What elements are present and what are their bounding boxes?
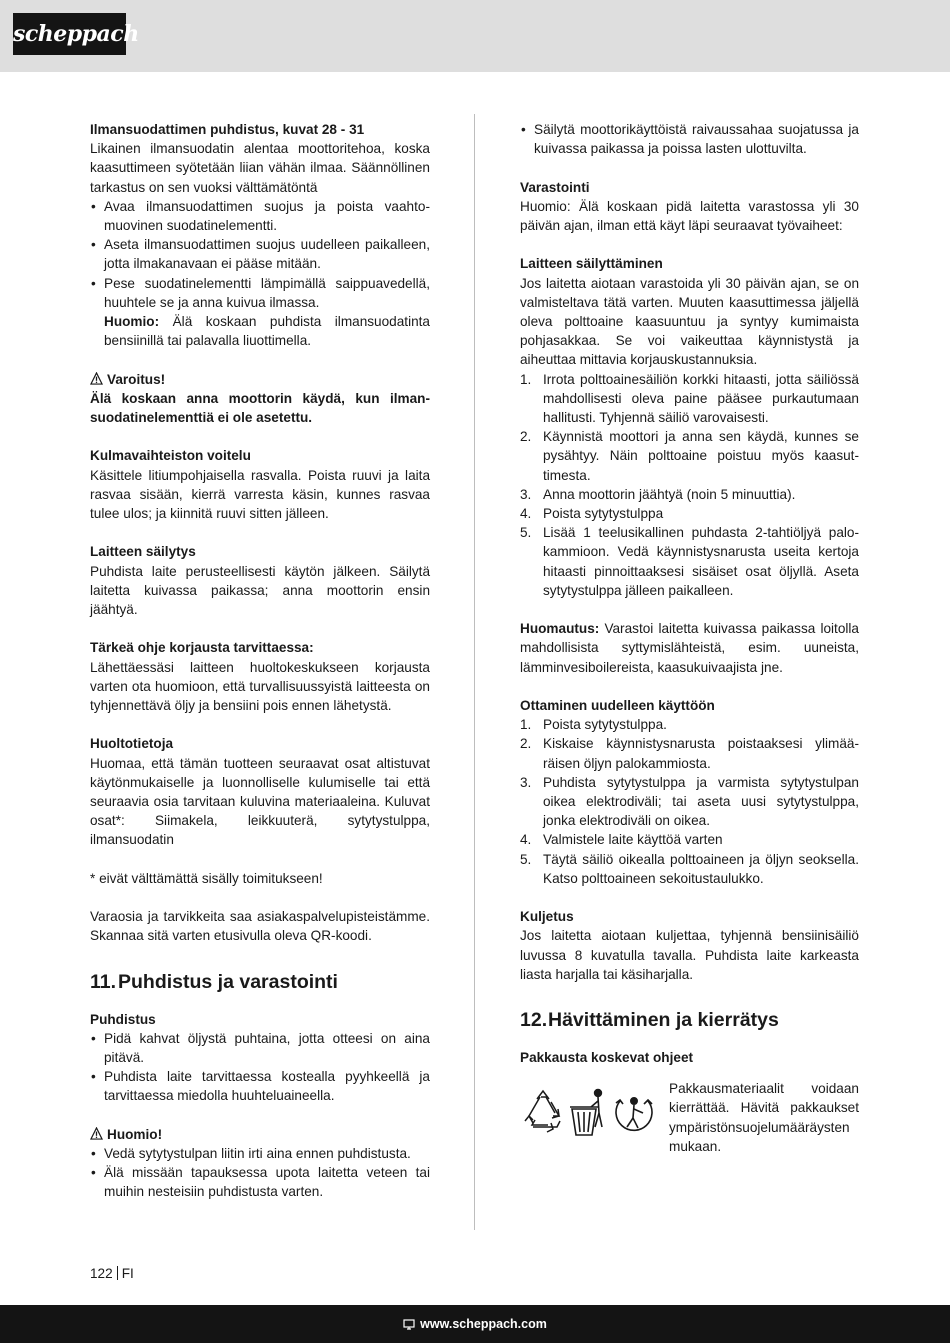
list-item: • Älä missään tapauksessa upota laitetta veteen tai muihin nesteisiin puhdistusta varten.	[90, 1163, 430, 1201]
warning-triangle-icon	[90, 372, 103, 385]
step-number: 5.	[520, 525, 532, 541]
step-text: Valmistele laite käyttöä varten	[543, 832, 723, 848]
step-number: 5.	[520, 851, 532, 867]
remark-body: Varastoi laitetta kuivassa paikassa loitolla mahdollisista syttymislähteistä, esim. uuneista, lämminvesiboilereista, kaasukuivaajista jne.	[520, 621, 859, 675]
chapter-number: 11.	[90, 970, 117, 993]
footer-bar	[0, 1305, 950, 1343]
brand-logo: scheppach	[13, 13, 126, 55]
storage-device-title: Laitteen säilytys	[90, 544, 196, 560]
chapter-11-heading	[90, 970, 430, 994]
transport-block	[520, 907, 859, 984]
storage-device-block	[90, 542, 430, 619]
step-number: 1.	[520, 371, 532, 387]
repair-block	[90, 638, 430, 715]
air-filter-bullets	[90, 197, 430, 312]
step-text: Käynnistä moottori ja anna sen käydä, kunnes se pysähtyy. Näin polttoaine poistuu myös kaasuttimesta.	[543, 429, 859, 483]
chapter-title: Hävittäminen ja kierrätys	[548, 1009, 779, 1032]
list-item	[520, 830, 859, 849]
step-number: 2.	[520, 736, 532, 752]
list-item: • Aseta ilmansuodattimen suojus uudelleen paikalleen, jotta ilmakanavaan ei pääse mitään.	[90, 235, 430, 273]
right-column	[520, 120, 859, 1159]
step-number: 3.	[520, 486, 532, 502]
storage-title: Varastointi	[520, 179, 590, 195]
step-number: 4.	[520, 506, 532, 522]
keeping-block	[520, 254, 859, 600]
list-item	[520, 715, 859, 734]
air-filter-intro: Likainen ilmansuodatin alentaa moottoritehoa, koska kaasuttimeen syötetään liian vähän ilmaa. Säännöllinen tarkastus on sen vuoksi välttämätöntä	[90, 141, 430, 195]
step-text: Anna moottorin jäähtyä (noin 5 minuuttia).	[543, 486, 796, 502]
step-number: 1.	[520, 717, 532, 733]
warning-title-text: Varoitus!	[107, 371, 166, 387]
step-number: 3.	[520, 774, 532, 790]
keeping-text: Jos laitetta aiotaan varastoida yli 30 päivän ajan, se on valmisteltava tätä varten. Muuten kaasuttimessa jäljellä oleva polttoaine kaasuuntuu ja syntyy kumimaista pohjasakkaa. Se voi vaikeuttaa käynnistystä ja aiheuttaa mittavia korjauskustannuksia.	[520, 275, 859, 368]
step-text: Puhdista sytytystulppa ja varmista sytytystulpan oikea elektrodiväli; tai aseta uusi sytytystulppa, jonka elektrodiväli on oikea.	[543, 774, 859, 829]
caution-title-text: Huomio!	[107, 1126, 163, 1142]
page-number	[90, 1264, 134, 1283]
page-lang: FI	[121, 1266, 134, 1281]
recycle-icon	[525, 1091, 560, 1132]
cleaning-bullets	[90, 1029, 430, 1106]
chapter-title: Puhdistus ja varastointi	[118, 970, 338, 993]
bin-icon	[570, 1090, 602, 1135]
recycle-person-icon	[616, 1098, 652, 1131]
restart-steps	[520, 715, 859, 888]
warning-block	[90, 370, 430, 428]
keeping-title: Laitteen säilyttäminen	[520, 256, 663, 272]
storage-block	[520, 178, 859, 236]
monitor-icon	[403, 1319, 415, 1330]
warning-triangle-icon	[90, 1127, 103, 1140]
list-item: • Pese suodatinelementti lämpimällä saippuavedellä, huuhtele se ja anna kuivua ilmassa.	[90, 274, 430, 312]
repair-text: Lähettäessäsi laitteen huoltokeskukseen korjausta varten ota huomioon, että turvallisuussyistä laitteesta on tyhjennettävä öljy ja bensiini pois ennen lähetystä.	[90, 659, 430, 714]
list-item: • Vedä sytytystulpan liitin irti aina ennen puhdistusta.	[90, 1144, 430, 1163]
note-text: Älä koskaan puhdista ilmansuodatinta bensiinillä tai palavalla liuottimella.	[104, 314, 430, 349]
step-text: Poista sytytystulppa.	[543, 717, 667, 733]
step-number: 2.	[520, 429, 532, 445]
list-item	[520, 504, 859, 523]
pack-block	[520, 1079, 859, 1159]
step-text: Poista sytytystulppa	[543, 506, 664, 522]
storage-bullet	[520, 120, 859, 158]
remark-text	[520, 619, 859, 677]
list-item: • Puhdista laite tarvittaessa kostealla pyyhkeellä ja tarvittaessa miedolla huuhteluaineella.	[90, 1067, 430, 1105]
keeping-steps	[520, 370, 859, 600]
caution-block	[90, 1125, 430, 1202]
restart-block	[520, 696, 859, 888]
warning-text: Älä koskaan anna moottorin käydä, kun ilmansuodatinelementtiä ei ole asetettu.	[90, 390, 430, 426]
step-text: Lisää 1 teelusikallinen puhdasta 2-tahtiöljyä palokammioon. Vedä käynnistysnarusta useita kertoja hitaasti pinnoittaaksesi sisäiset osat öljyllä. Aseta sytytystulppa jälleen paikalleen.	[543, 525, 859, 598]
gear-block	[90, 446, 430, 523]
step-text: Kiskaise käynnistysnarusta poistaaksesi ylimääräisen öljyn palokammiosta.	[543, 736, 859, 771]
pack-title: Pakkausta koskevat ohjeet	[520, 1050, 694, 1066]
list-item: • Säilytä moottorikäyttöistä raivaussahaa suojatussa ja kuivassa paikassa ja poissa lasten ulottuvilta.	[520, 120, 859, 158]
website-link[interactable]: www.scheppach.com	[420, 1317, 547, 1331]
caution-title	[90, 1125, 430, 1144]
step-text: Irrota polttoainesäiliön korkki hitaasti, jotta säiliössä mahdollisesti oleva paine pääsee purkautumaan hallitusti. Tyhjennä säiliö varovaisesti.	[543, 371, 859, 426]
header-bar	[0, 0, 950, 72]
spares-text: Varaosia ja tarvikkeita saa asiakaspalvelupisteistämme. Skannaa sitä varten etusivulla oleva QR-koodi.	[90, 909, 430, 944]
list-item	[520, 485, 859, 504]
left-column	[90, 120, 430, 1202]
repair-title: Tärkeä ohje korjausta tarvittaessa:	[90, 640, 314, 656]
transport-text: Jos laitetta aiotaan kuljettaa, tyhjennä bensiinisäiliö luvussa 8 kuvatulla tavalla. Puhdista laite karkeasta liasta harjalla tai käsiharjalla.	[520, 928, 859, 982]
storage-text: Huomio: Älä koskaan pidä laitetta varastossa yli 30 päivän ajan, ilman että käyt läpi seuraavat työvaiheet:	[520, 198, 859, 233]
chapter-number: 12.	[520, 1009, 548, 1032]
column-divider	[474, 114, 475, 1230]
list-item	[520, 427, 859, 485]
transport-title: Kuljetus	[520, 909, 574, 925]
page-separator	[117, 1266, 118, 1280]
gear-text: Käsittele litiumpohjaisella rasvalla. Poista ruuvi ja laita rasvaa sisään, kierrä varresta käsin, kunnes rasvaa tulee ulos; ja kiinnitä ruuvi sitten jälleen.	[90, 467, 430, 522]
caution-bullets	[90, 1144, 430, 1202]
gear-title: Kulmavaihteiston voitelu	[90, 448, 251, 464]
list-item: • Avaa ilmansuodattimen suojus ja poista vaahtomuovinen suodatinelementti.	[90, 197, 430, 235]
cleaning-title: Puhdistus	[90, 1011, 156, 1027]
disposal-icons	[520, 1087, 664, 1141]
restart-title: Ottaminen uudelleen käyttöön	[520, 698, 715, 714]
service-title: Huoltotietoja	[90, 736, 174, 752]
service-text: Huomaa, että tämän tuotteen seuraavat osat altistuvat käytönmukaiselle ja luonnolliselle kulumiselle tai että seuraavia osia tarvitaan kuluvina materiaaleina. Kuluvat osat*: Siimakela, leikkuuterä, sytytystulppa, ilmansuodatin	[90, 755, 430, 848]
list-item	[520, 523, 859, 600]
step-number: 4.	[520, 832, 532, 848]
pack-text: Pakkausmateriaalit voidaan kierrättää. Hävitä pakkaukset ympäristönsuojelumääräysten mukaan.	[669, 1081, 859, 1154]
page-num: 122	[90, 1266, 113, 1281]
list-item	[520, 370, 859, 428]
remark-label: Huomautus:	[520, 621, 600, 637]
list-item	[520, 773, 859, 831]
list-item	[520, 734, 859, 772]
list-item	[520, 850, 859, 888]
note-label: Huomio:	[104, 314, 160, 330]
list-item: • Pidä kahvat öljystä puhtaina, jotta otteesi on aina pitävä.	[90, 1029, 430, 1067]
air-filter-title: Ilmansuodattimen puhdistus, kuvat 28 - 31	[90, 122, 365, 137]
storage-device-text: Puhdista laite perusteellisesti käytön jälkeen. Säilytä laitetta kuivassa paikassa; anna moottorin ensin jäähtyä.	[90, 563, 430, 618]
service-footnote: * eivät välttämättä sisälly toimitukseen!	[90, 870, 323, 886]
step-text: Täytä säiliö oikealla polttoaineen ja öljyn seoksella. Katso polttoaineen sekoitustaulukko.	[543, 851, 859, 886]
air-filter-note	[90, 312, 430, 350]
service-block	[90, 734, 430, 945]
chapter-12-heading	[520, 1008, 859, 1032]
warning-title	[90, 370, 430, 389]
